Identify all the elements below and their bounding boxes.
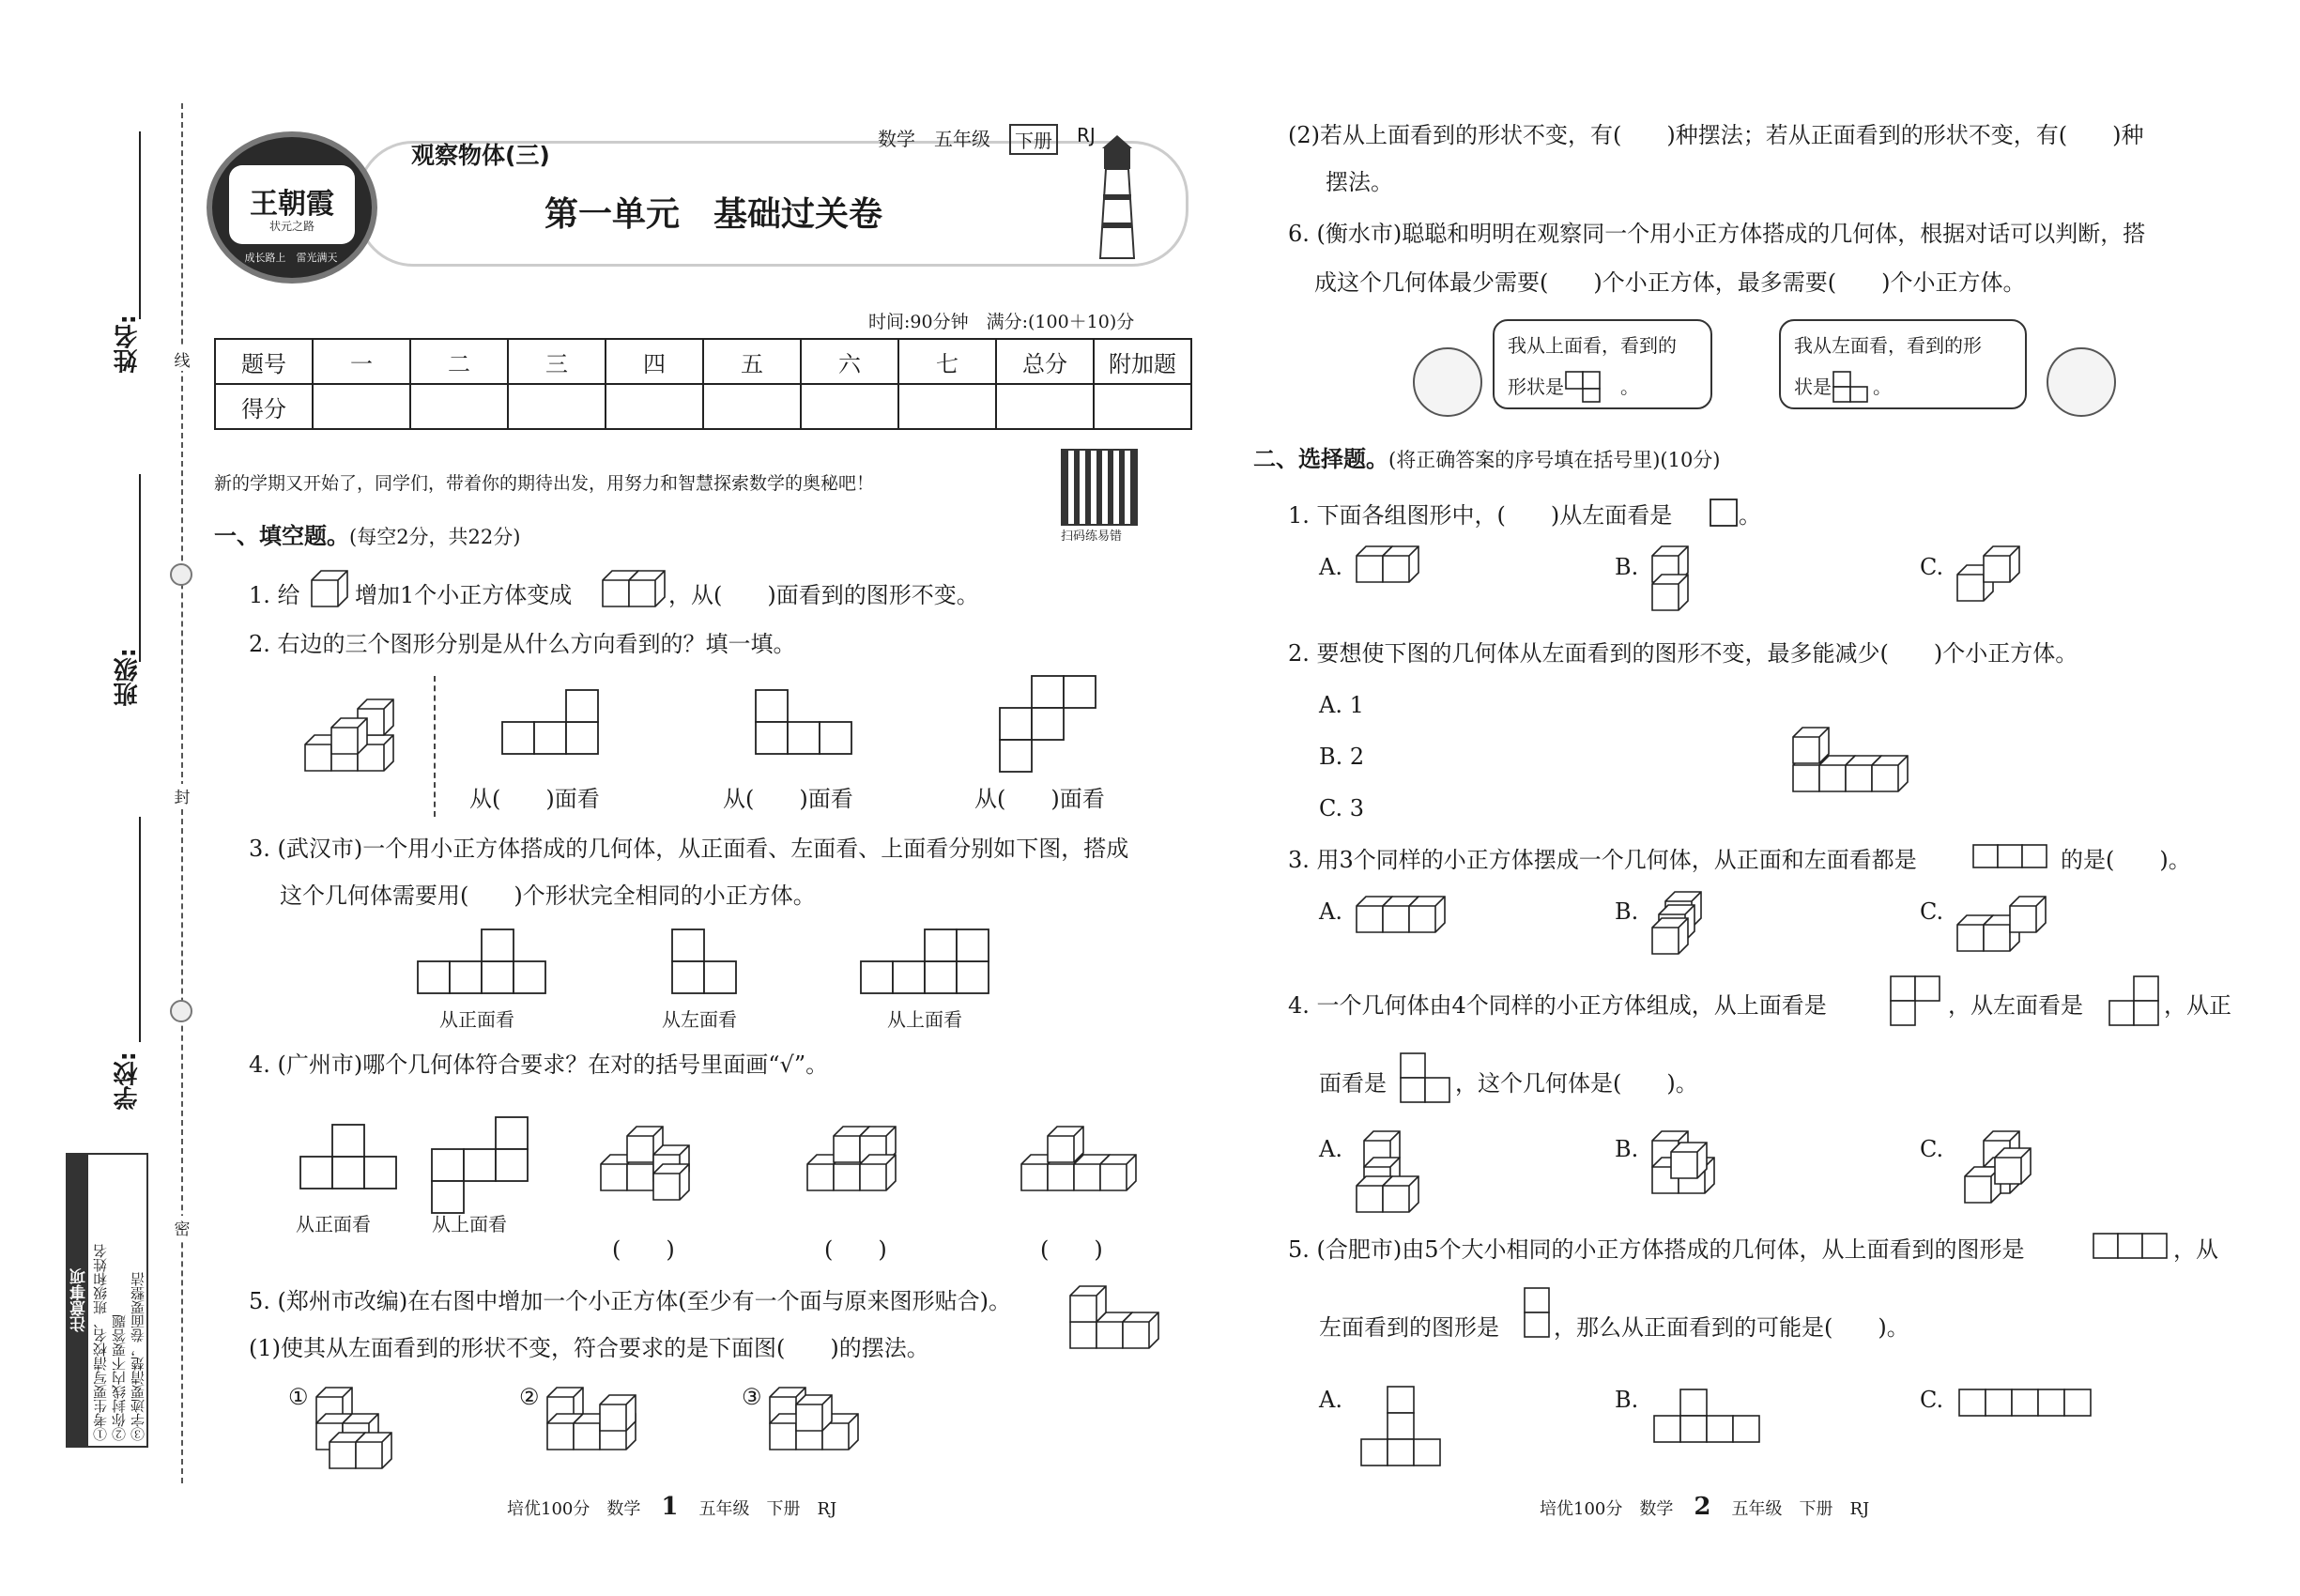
s2-q4-front-shape — [1399, 1051, 1455, 1108]
q2-view-2 — [756, 690, 859, 765]
q1-cube-two — [603, 571, 678, 612]
q5-sub2b: 摆法。 — [1326, 169, 1393, 195]
s2-q3-opt-c[interactable]: C. — [1920, 898, 1944, 925]
section1-note: (每空2分，共22分) — [349, 526, 521, 548]
score-header: 四 — [606, 339, 703, 384]
bubble-text: 我从左面看，看到的形 — [1794, 334, 1982, 357]
s2-q1-fig-a — [1357, 546, 1432, 588]
topic-title: 观察物体(三) — [411, 142, 550, 169]
s2-q2-opt-b[interactable]: B. 2 — [1319, 744, 1365, 770]
bubble-text: 我从上面看，看到的 — [1508, 334, 1677, 357]
q5-figure-3 — [770, 1388, 882, 1472]
s2-q3-fig-a — [1357, 897, 1460, 938]
q1-b: 增加1个小正方体变成 — [355, 582, 573, 608]
s2-q3-a: 3. 用3个同样的小正方体摆成一个几何体，从正面和左面看都是 — [1288, 847, 1917, 873]
s2-q5-fig-b — [1652, 1388, 1765, 1449]
tag-subject: 数学 — [878, 128, 915, 150]
q2-divider — [434, 676, 436, 817]
s2-q3-shape — [1971, 843, 2050, 871]
binding-char-feng: 封 — [173, 784, 192, 807]
q2-view-3 — [1000, 676, 1103, 789]
score-header: 一 — [313, 339, 410, 384]
score-header: 七 — [898, 339, 996, 384]
class-underline — [139, 474, 141, 662]
s2-q5-opt-c[interactable]: C. — [1920, 1387, 1944, 1413]
s2-q5-left-shape — [1523, 1286, 1553, 1343]
s2-q1-opt-c[interactable]: C. — [1920, 554, 1944, 580]
section1-heading — [214, 521, 520, 552]
s2-q4-fig-a — [1357, 1131, 1450, 1216]
s2-q2-text: 2. 要想使下图的几何体从左面看到的图形不变，最多能减少( )个小正方体。 — [1288, 640, 2078, 667]
q2-blank-3[interactable]: 从( )面看 — [974, 786, 1105, 812]
school-underline — [139, 817, 141, 1042]
score-header: 题号 — [215, 339, 313, 384]
q4-label-front: 从正面看 — [296, 1213, 371, 1235]
s2-q5-d: ，那么从正面看到的可能是( )。 — [1554, 1314, 1909, 1341]
notice-title: 注意事项 — [68, 1155, 88, 1446]
score-cell[interactable] — [898, 384, 996, 429]
footer-tail: 五年级 下册 RJ — [1731, 1499, 1870, 1519]
q1-c: ，从( )面看到的图形不变。 — [668, 582, 979, 608]
q4-front-view — [300, 1125, 404, 1200]
s2-q5-a: 5. (合肥市)由5个大小相同的小正方体搭成的几何体，从上面看到的图形是 — [1288, 1236, 2025, 1263]
intro-text: 新的学期又开始了，同学们，带着你的期待出发，用努力和智慧探索数学的奥秘吧！ — [214, 473, 875, 494]
qr-code — [1061, 449, 1138, 526]
section2-heading — [1253, 444, 1721, 475]
q6-line1: 6. (衡水市)聪聪和明明在观察同一个用小正方体搭成的几何体，根据对话可以判断，搭 — [1288, 221, 2146, 247]
s2-q4-opt-a[interactable]: A. — [1319, 1136, 1342, 1162]
name-label: 姓名: — [114, 315, 142, 374]
score-cell[interactable] — [996, 384, 1094, 429]
speech-bubble-left — [1779, 319, 2027, 409]
cartoon-girl-icon — [2047, 347, 2116, 417]
s2-q2-opt-c[interactable]: C. 3 — [1319, 795, 1365, 821]
score-cell[interactable] — [606, 384, 703, 429]
q5-sub2: (2)若从上面看到的形状不变，有( )种摆法；若从正面看到的形状不变，有( )种 — [1288, 122, 2144, 148]
q3-left-view — [672, 929, 747, 1005]
class-label: 班级: — [114, 648, 142, 707]
brand-sub: 状元之路 — [268, 220, 314, 233]
s2-q4-left-shape — [2108, 974, 2164, 1031]
s2-q5-c: 左面看到的图形是 — [1319, 1314, 1499, 1341]
s2-q1-square — [1709, 498, 1740, 529]
s2-q1-opt-a[interactable]: A. — [1319, 554, 1342, 580]
section1-title: 一、填空题。 — [214, 522, 349, 549]
s2-q1-fig-c — [1957, 546, 2032, 606]
s2-q5-opt-a[interactable]: A. — [1319, 1387, 1342, 1413]
brand-name: 王朝霞 — [250, 188, 334, 221]
q5-sub1: (1)使其从左面看到的形状不变，符合要求的是下面图( )的摆法。 — [249, 1335, 929, 1361]
score-cell[interactable] — [410, 384, 508, 429]
lighthouse-icon — [1089, 131, 1145, 267]
q3-line1: 3. (武汉市)一个用小正方体搭成的几何体，从正面看、左面看、上面看分别如下图，搭成 — [249, 836, 1129, 862]
q4-blank-c[interactable]: ( ) — [1040, 1236, 1103, 1263]
s2-q5-b: ，从 — [2173, 1236, 2218, 1263]
q2-text: 2. 右边的三个图形分别是从什么方向看到的？填一填。 — [249, 631, 796, 657]
q6-line2: 成这个几何体最少需要( )个小正方体，最多需要( )个小正方体。 — [1314, 269, 2026, 296]
page-title: 第一单元 基础过关卷 — [544, 195, 883, 234]
q4-option-a — [601, 1127, 723, 1202]
score-header: 二 — [410, 339, 508, 384]
notice-box — [66, 1153, 148, 1448]
s2-q4-a: 4. 一个几何体由4个同样的小正方体组成，从上面看是 — [1288, 992, 1827, 1019]
binding-clip-icon — [170, 1000, 192, 1022]
notice-item: ②你封线内不要答题 — [111, 1314, 128, 1441]
notice-item: ③字迹要清楚，卷面要整洁 — [130, 1272, 146, 1441]
s2-q4-opt-b[interactable]: B. — [1615, 1136, 1639, 1162]
tag-edition: RJ — [1077, 124, 1096, 146]
binding-clip-icon — [170, 563, 192, 586]
q2-blank-2[interactable]: 从( )面看 — [723, 786, 853, 812]
q4-option-c — [1021, 1127, 1153, 1202]
s2-q3-fig-b — [1652, 892, 1727, 958]
q2-view-1 — [502, 690, 606, 765]
s2-q3-b: 的是( )。 — [2061, 847, 2191, 873]
s2-q2-opt-a[interactable]: A. 1 — [1319, 692, 1364, 718]
binding-char-xian: 线 — [173, 347, 192, 371]
score-table — [214, 338, 1192, 430]
brand-tagline: 成长路上 雷光满天 — [244, 252, 338, 264]
q4-top-view — [432, 1117, 535, 1202]
footer-right — [1540, 1493, 1869, 1521]
score-header: 总分 — [996, 339, 1094, 384]
q5-mark-1: ① — [288, 1384, 309, 1410]
bubble-shape-left — [1832, 368, 1873, 402]
s2-q1-b: 。 — [1739, 502, 1761, 529]
bubble-shape-top — [1564, 368, 1620, 402]
subject-tags — [878, 124, 1096, 155]
s2-q4-b: ，从左面看是 — [1948, 992, 2083, 1019]
section2-note: (将正确答案的序号填在括号里)(10分) — [1388, 449, 1721, 471]
footer-page: 1 — [661, 1493, 679, 1521]
s2-q5-top-shape — [2092, 1232, 2170, 1260]
q2-blank-1[interactable]: 从( )面看 — [469, 786, 600, 812]
s2-q5-fig-c — [1957, 1388, 2093, 1420]
q4-blank-b[interactable]: ( ) — [824, 1236, 887, 1263]
footer-page: 2 — [1694, 1493, 1711, 1521]
q3-front-view — [418, 929, 559, 1005]
q5-figure-2 — [547, 1388, 660, 1472]
name-underline — [139, 131, 141, 319]
score-row-label: 得分 — [215, 384, 313, 429]
score-cell[interactable] — [1094, 384, 1191, 429]
score-header: 附加题 — [1094, 339, 1191, 384]
s2-q4-c: ，从正 — [2164, 992, 2231, 1019]
s2-q3-opt-a[interactable]: A. — [1319, 898, 1342, 925]
q3-label-left: 从左面看 — [662, 1008, 737, 1031]
q5-mark-3: ③ — [742, 1384, 762, 1410]
q3-label-front: 从正面看 — [439, 1008, 514, 1031]
q4-label-top: 从上面看 — [432, 1213, 507, 1235]
q4-blank-a[interactable]: ( ) — [612, 1236, 675, 1263]
s2-q5-opt-b[interactable]: B. — [1615, 1387, 1639, 1413]
q1-a: 1. 给 — [249, 582, 300, 608]
score-cell[interactable] — [801, 384, 898, 429]
score-cell[interactable] — [703, 384, 801, 429]
qr-label: 扫码练易错 — [1061, 529, 1123, 544]
s2-q2-solid — [1793, 728, 1943, 803]
score-row — [215, 384, 1191, 429]
footer-left — [507, 1493, 836, 1521]
q1-cube-one — [312, 571, 353, 612]
bubble-text: 形状是 。 — [1508, 368, 1639, 402]
school-label: 学校: — [114, 1051, 142, 1111]
s2-q3-opt-b[interactable]: B. — [1615, 898, 1639, 925]
s2-q4-d: 面看是 — [1319, 1070, 1387, 1097]
binding-char-mi: 密 — [173, 1216, 192, 1239]
speech-bubble-top — [1493, 319, 1712, 409]
q3-label-top: 从上面看 — [887, 1008, 962, 1031]
q4-text: 4. (广州市)哪个几何体符合要求？在对的括号里面画“√”。 — [249, 1051, 829, 1078]
q2-solid — [305, 699, 418, 775]
q3-line2: 这个几何体需要用( )个形状完全相同的小正方体。 — [280, 882, 816, 909]
s2-q4-top-shape — [1889, 974, 1945, 1031]
bubble-text: 状是 。 — [1794, 368, 1892, 402]
s2-q1-fig-b — [1652, 546, 1694, 614]
q5-mark-2: ② — [519, 1384, 540, 1410]
score-header: 六 — [801, 339, 898, 384]
section2-title: 二、选择题。 — [1253, 445, 1388, 472]
footer-brand: 培优100分 数学 — [507, 1499, 641, 1519]
s2-q5-fig-a — [1359, 1385, 1444, 1474]
s2-q4-e: ，这个几何体是( )。 — [1455, 1070, 1698, 1097]
s2-q1-a: 1. 下面各组图形中，( )从左面看是 — [1288, 502, 1673, 529]
tag-volume: 下册 — [1009, 124, 1058, 155]
q4-option-b — [807, 1127, 929, 1202]
s2-q4-fig-c — [1957, 1131, 2051, 1206]
s2-q4-fig-b — [1652, 1131, 1746, 1206]
footer-tail: 五年级 下册 RJ — [698, 1499, 837, 1519]
score-cell[interactable] — [313, 384, 410, 429]
score-header-row — [215, 339, 1191, 384]
score-cell[interactable] — [508, 384, 606, 429]
s2-q3-fig-c — [1957, 897, 2070, 957]
tag-grade: 五年级 — [934, 128, 990, 150]
q5-text: 5. (郑州市改编)在右图中增加一个小正方体(至少有一个面与原来图形贴合)。 — [249, 1288, 1011, 1314]
footer-brand: 培优100分 数学 — [1540, 1499, 1674, 1519]
score-header: 三 — [508, 339, 606, 384]
brand-logo — [207, 131, 377, 284]
s2-q1-opt-b[interactable]: B. — [1615, 554, 1639, 580]
q5-figure-1 — [316, 1388, 410, 1472]
q3-top-view — [861, 929, 1002, 1005]
time-score: 时间:90分钟 满分:(100＋10)分 — [868, 312, 1135, 332]
score-header: 五 — [703, 339, 801, 384]
notice-item: ①考生要写清校名、班级和姓名 — [92, 1244, 109, 1441]
q5-solid — [1070, 1286, 1183, 1361]
cartoon-boy-icon — [1413, 347, 1482, 417]
s2-q4-opt-c[interactable]: C. — [1920, 1136, 1944, 1162]
